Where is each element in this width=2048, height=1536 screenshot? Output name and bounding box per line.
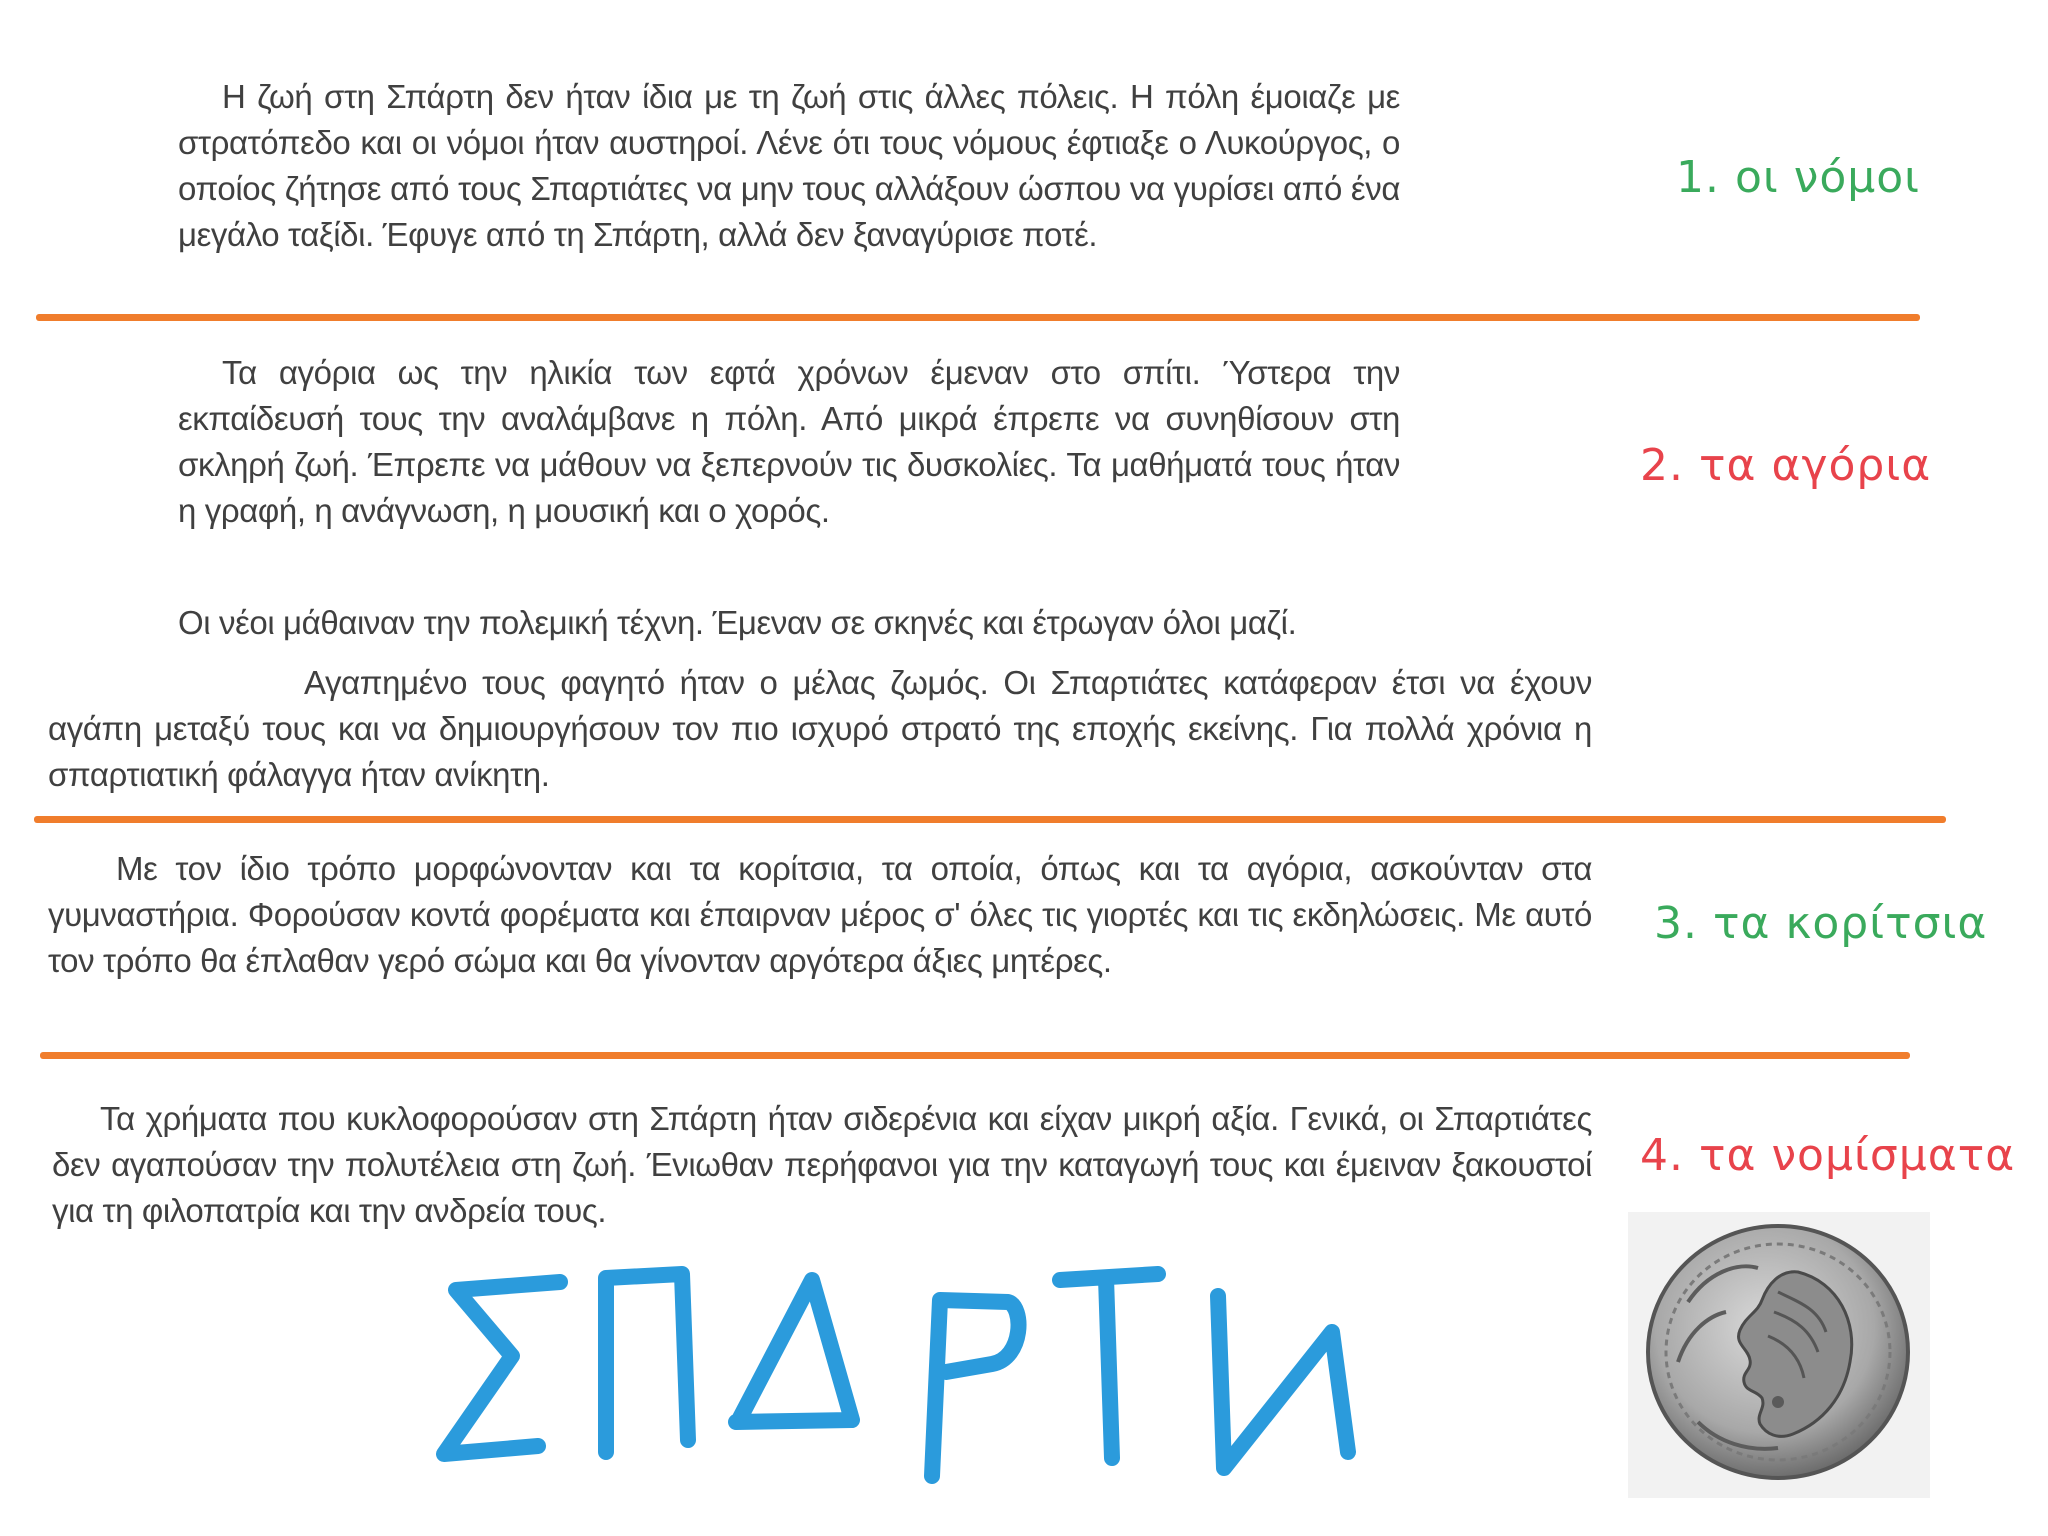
section-2-paragraph-3: Αγαπημένο τους φαγητό ήταν ο μέλας ζωμός. Οι Σπαρτιάτες κατάφεραν έτσι να έχουν αγάπη μεταξύ τους και να δημιουργήσουν τον πιο ισχυρό στρατό της εποχής εκείνης. Για πολλά χρόνια η σπαρτιατική φάλαγγα ήταν ανίκητη. <box>48 664 1592 793</box>
section-3-label: 3. τα κορίτσια <box>1654 898 1988 949</box>
section-4-paragraph: Τα χρήματα που κυκλοφορούσαν στη Σπάρτη ήταν σιδερένια και είχαν μικρή αξία. Γενικά, οι Σπαρτιάτες δεν αγαπούσαν την πολυτέλεια στη ζωή. Ένιωθαν περήφανοι για την καταγωγή τους και έμειναν ξακουστοί για τη φιλοπατρία και την ανδρεία τους. <box>52 1100 1592 1229</box>
section-4-label: 4. τα νομίσματα <box>1640 1130 2016 1181</box>
section-1-label: 1. οι νόμοι <box>1676 152 1921 203</box>
section-2-paragraph-1: Τα αγόρια ως την ηλικία των εφτά χρόνων έμεναν στο σπίτι. Ύστερα την εκπαίδευσή τους την αναλάμβανε η πόλη. Από μικρά έπρεπε να συνηθίσουν στη σκληρή ζωή. Έπρεπε να μάθουν να ξεπερνούν τις δυσκολίες. Τα μαθήματά τους ήταν η γραφή, η ανάγνωση, η μουσική και ο χορός. <box>178 354 1400 529</box>
section-2-label: 2. τα αγόρια <box>1640 440 1932 491</box>
section-divider-1 <box>36 314 1920 321</box>
handwritten-title-text <box>1380 1240 1381 1241</box>
section-divider-3 <box>40 1052 1910 1059</box>
handwritten-title <box>420 1240 1380 1505</box>
section-1-paragraph: Η ζωή στη Σπάρτη δεν ήταν ίδια με τη ζωή στις άλλες πόλεις. Η πόλη έμοιαζε με στρατόπεδο και οι νόμοι ήταν αυστηροί. Λένε ότι τους νόμους έφτιαξε ο Λυκούργος, ο οποίος ζήτησε από τους Σπαρτιάτες να μην τους αλλάξουν ώσπου να γυρίσει από ένα μεγάλο ταξίδι. Έφυγε από τη Σπάρτη, αλλά δεν ξαναγύρισε ποτέ. <box>178 78 1400 253</box>
section-2-paragraph-2: Οι νέοι μάθαιναν την πολεμική τέχνη. Έμεναν σε σκηνές και έτρωγαν όλοι μαζί. <box>178 604 1297 641</box>
ancient-coin-icon <box>1628 1212 1930 1498</box>
section-divider-2 <box>34 816 1946 823</box>
coin-image <box>1628 1212 1930 1498</box>
section-3-paragraph: Με τον ίδιο τρόπο μορφώνονταν και τα κορίτσια, τα οποία, όπως και τα αγόρια, ασκούνταν στα γυμναστήρια. Φορούσαν κοντά φορέματα και έπαιρναν μέρος σ' όλες τις γιορτές και τις εκδηλώσεις. Με αυτό τον τρόπο θα έπλαθαν γερό σώμα και θα γίνονταν αργότερα άξιες μητέρες. <box>48 850 1592 979</box>
